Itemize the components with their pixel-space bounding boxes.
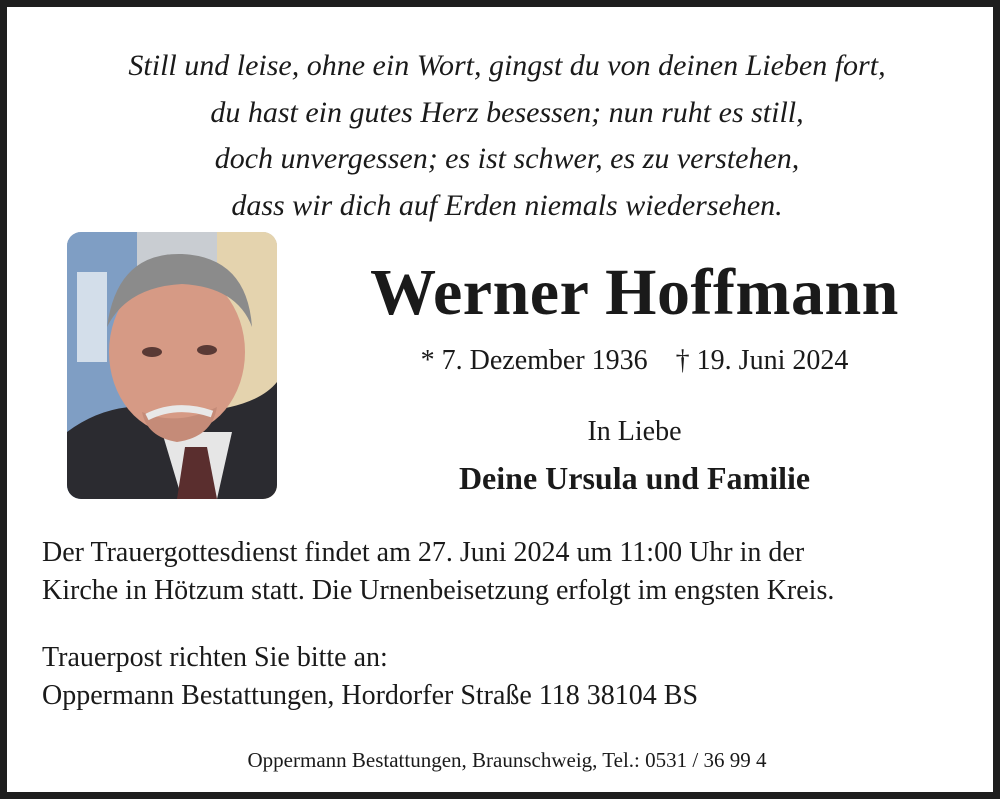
life-dates (342, 341, 927, 381)
death-date: † 19. Juni 2024 (675, 345, 849, 376)
portrait-illustration (67, 232, 277, 499)
service-info (42, 534, 972, 610)
birth-date: * 7. Dezember 1936 (420, 345, 648, 376)
poem-line: du hast ein gutes Herz besessen; nun ruht es still, (210, 95, 804, 129)
poem-line: Still und leise, ohne ein Wort, gingst du von deinen Lieben fort, (128, 49, 886, 82)
deceased-name: Werner Hoffmann (370, 256, 899, 329)
poem-line: doch unvergessen; es ist schwer, es zu verstehen, (214, 142, 800, 175)
mourners-intro: In Liebe (587, 416, 682, 447)
condolence-address (42, 639, 972, 715)
poem (7, 43, 1000, 229)
portrait-photo (67, 232, 277, 499)
service-line: Kirche in Hötzum statt. Die Urnenbeisetzung erfolgt im engsten Kreis. (42, 575, 835, 606)
service-line: Der Trauergottesdienst findet am 27. Juni 2024 um 11:00 Uhr in der (42, 537, 805, 568)
poem-line: dass wir dich auf Erden niemals wiedersehen. (231, 188, 783, 222)
condolence-line: Oppermann Bestattungen, Hordorfer Straße 118 38104 BS (42, 680, 699, 711)
mourners-names: Deine Ursula und Familie (458, 460, 811, 496)
funeral-home-footer: Oppermann Bestattungen, Braunschweig, Tel.: 0531 / 36 99 4 (247, 748, 767, 772)
condolence-line: Trauerpost richten Sie bitte an: (42, 642, 388, 673)
